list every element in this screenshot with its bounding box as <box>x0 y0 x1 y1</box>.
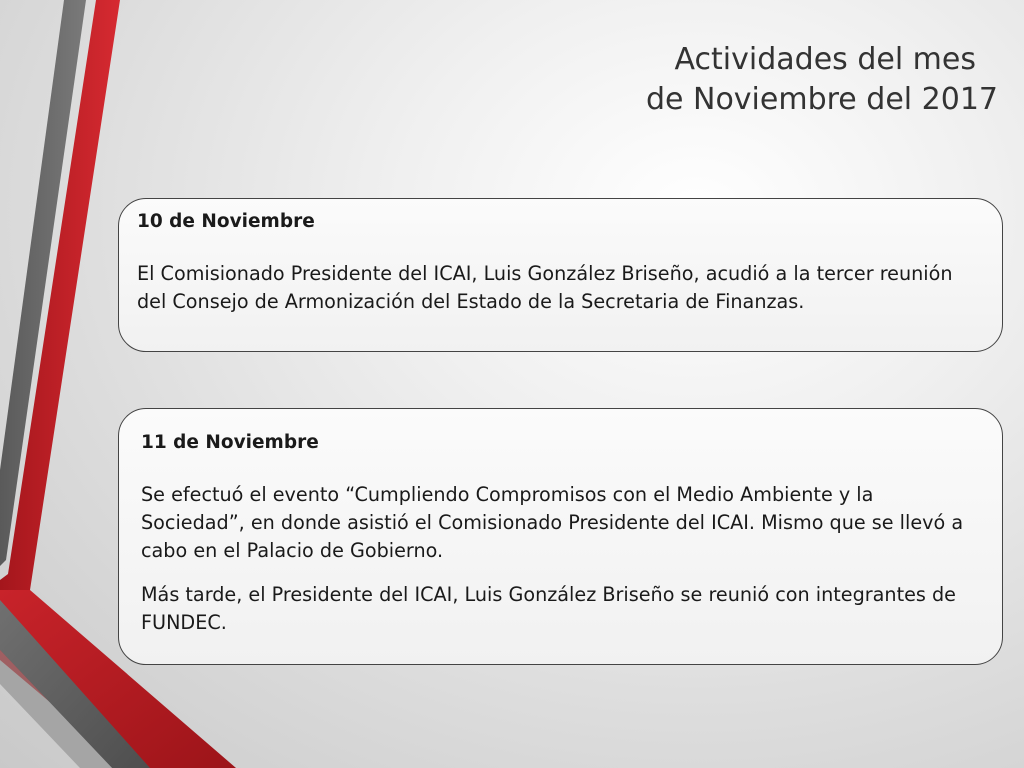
event-box-nov-11 <box>118 408 1003 665</box>
slide-title <box>646 40 998 120</box>
slide-title-line-2: de Noviembre del 2017 <box>645 82 998 117</box>
event-date: 10 de Noviembre <box>137 211 315 232</box>
event-date: 11 de Noviembre <box>141 432 319 453</box>
event-box-nov-10 <box>118 198 1003 352</box>
event-description: Se efectuó el evento “Cumpliendo Compromisos con el Medio Ambiente y la Sociedad”, en donde asistió el Comisionado Presidente del ICAI. Mismo que se llevó a cabo en el Palacio de Gobierno. <box>141 483 964 562</box>
event-description: El Comisionado Presidente del ICAI, Luis González Briseño, acudió a la tercer reunión del Consejo de Armonización del Estado de la Secretaria de Finanzas. <box>137 262 953 313</box>
slide-title-line-1: Actividades del mes <box>674 42 976 77</box>
event-description: Más tarde, el Presidente del ICAI, Luis González Briseño se reunió con integrantes de FUNDEC. <box>141 583 956 634</box>
